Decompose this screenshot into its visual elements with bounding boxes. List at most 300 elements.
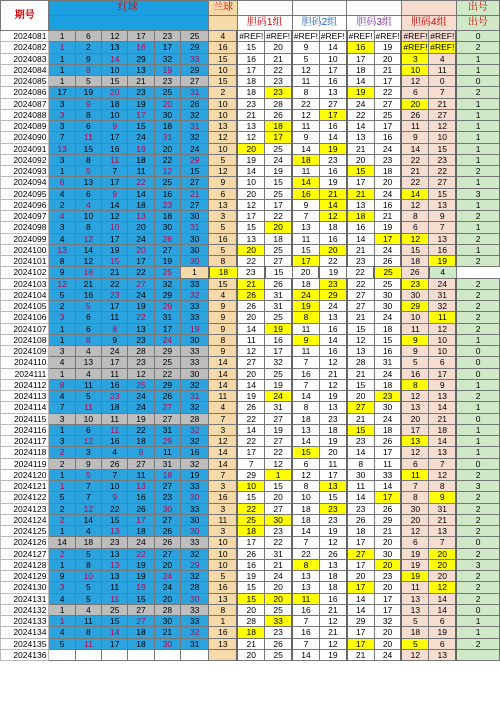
group-2-cell: 12	[319, 616, 346, 627]
out-count-cell: 1	[456, 627, 499, 638]
group-4-cell: 5	[401, 616, 428, 627]
group-1-cell: 25	[265, 649, 292, 660]
group-4-cell: 12	[429, 469, 456, 480]
table-row	[1, 211, 500, 222]
group-3-cell: 18	[347, 526, 374, 537]
red-ball-cell: 29	[180, 559, 208, 570]
red-ball-cell: 23	[102, 289, 128, 300]
period-cell: 2024122	[1, 492, 49, 503]
group-2-cell: 16	[292, 627, 319, 638]
red-ball-cell: 22	[128, 177, 154, 188]
blue-ball-cell: 16	[209, 627, 237, 638]
group-1-cell: 28	[265, 98, 292, 109]
red-ball-cell: 20	[128, 244, 154, 255]
group-3-cell: 30	[374, 301, 401, 312]
group-1-cell: 27	[265, 413, 292, 424]
group-1-cell: 12	[237, 132, 264, 143]
period-cell: 2024113	[1, 391, 49, 402]
group-2-cell: 10	[319, 53, 346, 64]
group-1-cell: 22	[265, 537, 292, 548]
group-4-cell: 7	[429, 537, 456, 548]
blue-ball-cell: 7	[209, 413, 237, 424]
red-ball-cell: 29	[154, 379, 180, 390]
period-cell: 2024128	[1, 559, 49, 570]
table-row	[1, 436, 500, 447]
period-cell: 2024090	[1, 132, 49, 143]
group-2-cell: 20	[319, 244, 346, 255]
group-1-cell: 26	[237, 548, 264, 559]
blue-ball-cell: 13	[209, 593, 237, 604]
group-1-cell: 19	[237, 154, 264, 165]
red-ball-cell: 3	[49, 222, 75, 233]
out-count-cell: 1	[456, 379, 499, 390]
red-ball-cell: 17	[154, 42, 180, 53]
period-cell: 2024118	[1, 447, 49, 458]
group-4-cell: 13	[429, 447, 456, 458]
red-ball-cell: 32	[180, 289, 208, 300]
group-4-cell: 13	[429, 649, 456, 660]
group-1-cell: 10	[237, 177, 264, 188]
group-3-cell: 24	[374, 244, 401, 255]
group-1-cell: 22	[265, 64, 292, 75]
period-cell: 2024130	[1, 582, 49, 593]
group-4-cell: 13	[429, 233, 456, 244]
red-ball-cell: 5	[75, 76, 101, 87]
table-row	[1, 76, 500, 87]
group-4-cell: 16	[401, 368, 428, 379]
red-ball-cell: 13	[128, 64, 154, 75]
red-ball-cell: 10	[102, 64, 128, 75]
group-4-cell: 10	[401, 64, 428, 75]
group-1-cell: 21	[265, 559, 292, 570]
red-ball-cell: 18	[128, 526, 154, 537]
group-2-cell: 14	[292, 436, 319, 447]
red-ball-cell: 29	[180, 42, 208, 53]
red-ball-cell: 17	[102, 132, 128, 143]
out-count-cell: 1	[456, 143, 499, 154]
group-4-cell: 21	[401, 166, 428, 177]
red-ball-cell: 1	[49, 368, 75, 379]
group-4-cell: 19	[429, 627, 456, 638]
group-2-cell: 11	[292, 166, 319, 177]
group-2-cell: 13	[292, 582, 319, 593]
blue-ball-cell: 5	[209, 154, 237, 165]
group-4-cell: 21	[429, 413, 456, 424]
group-1-cell: 15	[265, 481, 292, 492]
group-4-cell: 20	[429, 559, 456, 570]
red-ball-cell: 32	[180, 402, 208, 413]
group-3-cell: 20	[374, 559, 401, 570]
group-3-cell: 19	[319, 267, 346, 278]
group-2-cell: 18	[319, 424, 346, 435]
group-3-cell: 13	[347, 346, 374, 357]
blue-ball-cell: 12	[209, 436, 237, 447]
period-cell: 2024089	[1, 121, 49, 132]
out-count-cell: 0	[456, 537, 499, 548]
group-1-cell: 20	[265, 42, 292, 53]
red-ball-cell: 5	[75, 593, 101, 604]
period-cell: 2024107	[1, 323, 49, 334]
out-count-cell: 0	[456, 368, 499, 379]
out-count-cell: 2	[456, 514, 499, 525]
red-ball-cell: 3	[75, 447, 101, 458]
group-4-cell: 14	[429, 402, 456, 413]
period-cell: 2024087	[1, 98, 49, 109]
red-ball-cell: 11	[102, 312, 128, 323]
blue-ball-cell: 4	[209, 402, 237, 413]
blue-ball-cell: 11	[209, 391, 237, 402]
out-count-cell: 3	[456, 481, 499, 492]
group-2-cell: 13	[319, 312, 346, 323]
red-ball-cell: 14	[102, 53, 128, 64]
blue-ball-cell: 10	[209, 143, 237, 154]
group-1-cell: 27	[265, 436, 292, 447]
group-2-cell: 16	[319, 323, 346, 334]
red-ball-cell: 17	[49, 87, 75, 98]
blue-ball-cell: 8	[209, 256, 237, 267]
group-2-cell: 12	[292, 469, 319, 480]
red-ball-cell: 33	[180, 604, 208, 615]
red-ball-cell: 1	[49, 424, 75, 435]
group-2-cell: 18	[319, 582, 346, 593]
red-ball-cell: 33	[180, 537, 208, 548]
red-ball-cell: 23	[128, 334, 154, 345]
group-2-cell: 7	[292, 616, 319, 627]
group-2-cell: 12	[319, 638, 346, 649]
red-ball-cell: 13	[102, 548, 128, 559]
group-4-cell: 20	[429, 548, 456, 559]
red-ball-cell: 24	[180, 143, 208, 154]
group-4-cell: 25	[374, 267, 401, 278]
red-ball-cell: 23	[128, 357, 154, 368]
red-ball-cell: 30	[180, 256, 208, 267]
group-3-cell: 16	[374, 132, 401, 143]
period-cell: 2024131	[1, 593, 49, 604]
blue-ball-cell: 13	[209, 638, 237, 649]
group-4-cell: 15	[429, 143, 456, 154]
red-ball-cell: 21	[180, 188, 208, 199]
group-4-cell: 18	[429, 424, 456, 435]
red-ball-cell: 23	[154, 199, 180, 210]
period-cell: 2024114	[1, 402, 49, 413]
red-ball-cell: 33	[180, 312, 208, 323]
group-1-cell: 25	[265, 312, 292, 323]
group-3-cell: 25	[374, 278, 401, 289]
header-group-2: 胆码2组	[292, 16, 347, 31]
group-4-cell: 9	[401, 334, 428, 345]
red-ball-cell: 31	[180, 121, 208, 132]
group-3-cell: 20	[374, 582, 401, 593]
period-cell: 2024123	[1, 503, 49, 514]
group-3-cell: 24	[374, 649, 401, 660]
blue-ball-cell: 3	[209, 481, 237, 492]
group-1-cell: 20	[237, 188, 264, 199]
red-ball-cell: 18	[128, 199, 154, 210]
red-ball-cell: 17	[128, 256, 154, 267]
group-3-cell: 32	[374, 616, 401, 627]
group-4-cell: 23	[429, 154, 456, 165]
table-row	[1, 154, 500, 165]
group-4-cell: 21	[429, 514, 456, 525]
group-2-cell: 19	[319, 177, 346, 188]
red-ball-cell: 12	[75, 256, 101, 267]
red-ball-cell: 15	[75, 143, 101, 154]
red-ball-cell: 17	[102, 233, 128, 244]
period-cell: 2024112	[1, 379, 49, 390]
blue-ball-cell: 9	[209, 346, 237, 357]
blue-ball-cell: 10	[209, 98, 237, 109]
red-ball-cell: 14	[102, 199, 128, 210]
group-1-cell: 21	[237, 278, 264, 289]
table-row	[1, 166, 500, 177]
group-4-cell: 20	[401, 98, 428, 109]
group-4-cell: 13	[429, 199, 456, 210]
red-ball-cell: 3	[49, 121, 75, 132]
group-4-cell: 22	[429, 166, 456, 177]
red-ball-cell: 33	[180, 346, 208, 357]
blue-ball-cell: 14	[209, 379, 237, 390]
group-2-cell: 19	[319, 391, 346, 402]
group-1-cell: 24	[265, 154, 292, 165]
out-count-cell: 2	[456, 503, 499, 514]
red-ball-cell: 23	[154, 76, 180, 87]
group-2-cell: 7	[292, 357, 319, 368]
red-ball-cell: 1	[49, 616, 75, 627]
red-ball-cell: 1	[49, 53, 75, 64]
red-ball-cell: 27	[128, 616, 154, 627]
red-ball-cell: 5	[75, 469, 101, 480]
group-4-cell: 26	[401, 267, 428, 278]
group-4-cell: 27	[429, 109, 456, 120]
group-2-cell: 21	[319, 368, 346, 379]
group-2-cell: 8	[292, 481, 319, 492]
red-ball-cell: 11	[102, 413, 128, 424]
group-1-cell: 12	[265, 458, 292, 469]
table-row	[1, 109, 500, 120]
group-1-cell: 29	[237, 469, 264, 480]
group-1-cell: 19	[265, 166, 292, 177]
header-group-3: 胆码3组	[347, 16, 402, 31]
red-ball-cell: 27	[154, 413, 180, 424]
group-4-cell: 14	[429, 436, 456, 447]
out-count-cell: 1	[456, 64, 499, 75]
group-4-cell: 13	[401, 436, 428, 447]
group-2-cell: 13	[319, 87, 346, 98]
table-row	[1, 368, 500, 379]
red-ball-cell: 12	[102, 211, 128, 222]
header-row-2	[1, 16, 500, 31]
blue-ball-cell: 3	[209, 503, 237, 514]
group-3-cell: 18	[374, 424, 401, 435]
red-ball-cell: 18	[154, 211, 180, 222]
red-ball-cell	[180, 649, 208, 660]
table-row	[1, 391, 500, 402]
period-cell: 2024085	[1, 76, 49, 87]
group-4-cell: 27	[429, 177, 456, 188]
group-2-cell: 19	[319, 526, 346, 537]
group-1-cell: 17	[265, 132, 292, 143]
table-row	[1, 627, 500, 638]
group-2-cell: 22	[292, 98, 319, 109]
group-3-cell: 25	[374, 109, 401, 120]
red-ball-cell: 13	[49, 143, 75, 154]
table-row	[1, 469, 500, 480]
group-1-cell: 27	[265, 256, 292, 267]
table-row	[1, 53, 500, 64]
period-cell: 2024109	[1, 346, 49, 357]
red-ball-cell: 17	[102, 638, 128, 649]
red-ball-cell: 19	[128, 559, 154, 570]
red-ball-cell: 18	[102, 98, 128, 109]
blue-ball-cell: 3	[209, 211, 237, 222]
group-4-cell: 12	[401, 233, 428, 244]
red-ball-cell: 31	[154, 312, 180, 323]
group-3-cell: 22	[374, 87, 401, 98]
group-2-cell: 9	[292, 199, 319, 210]
group-1-cell: 18	[237, 627, 264, 638]
red-ball-cell: 17	[154, 323, 180, 334]
red-ball-cell: 6	[75, 424, 101, 435]
blue-ball-cell: 5	[209, 571, 237, 582]
red-ball-cell: 11	[102, 154, 128, 165]
table-row	[1, 98, 500, 109]
red-ball-cell: 27	[180, 177, 208, 188]
red-ball-cell: 30	[180, 526, 208, 537]
group-4-cell: 29	[401, 301, 428, 312]
blue-ball-cell: 15	[209, 76, 237, 87]
red-ball-cell: 27	[154, 514, 180, 525]
group-1-cell: 10	[237, 481, 264, 492]
group-2-cell: 14	[292, 143, 319, 154]
group-1-cell: 14	[237, 323, 264, 334]
out-count-cell: 2	[456, 256, 499, 267]
red-ball-cell: 31	[180, 391, 208, 402]
group-3-cell: 13	[347, 199, 374, 210]
group-3-cell: 23	[374, 571, 401, 582]
group-3-cell: 21	[374, 211, 401, 222]
blue-ball-cell	[209, 649, 237, 660]
period-cell: 2024088	[1, 109, 49, 120]
red-ball-cell: 11	[102, 424, 128, 435]
group-2-cell: 8	[292, 87, 319, 98]
group-2-cell: 21	[319, 188, 346, 199]
red-ball-cell: 24	[154, 582, 180, 593]
red-ball-cell: 23	[128, 87, 154, 98]
group-1-cell: 25	[265, 143, 292, 154]
header-out-2: 出号	[456, 16, 499, 31]
group-2-cell: 8	[292, 312, 319, 323]
group-3-cell: 17	[374, 593, 401, 604]
group-3-cell: 17	[374, 447, 401, 458]
blue-ball-cell: 2	[209, 87, 237, 98]
out-count-cell: 0	[456, 31, 499, 42]
red-ball-cell: 1	[49, 31, 75, 42]
header-row-1	[1, 1, 500, 16]
out-count-cell: 2	[456, 289, 499, 300]
group-3-cell: 13	[347, 132, 374, 143]
group-1-cell: 28	[237, 616, 264, 627]
group-2-cell: 13	[319, 559, 346, 570]
red-ball-cell: 4	[75, 604, 101, 615]
group-4-cell: 16	[429, 244, 456, 255]
blue-ball-cell: 10	[209, 537, 237, 548]
group-2-cell: 13	[292, 424, 319, 435]
group-4-cell: 7	[429, 458, 456, 469]
period-cell: 2024108	[1, 334, 49, 345]
red-ball-cell	[75, 649, 101, 660]
group-1-cell: 17	[265, 199, 292, 210]
period-cell: 2024093	[1, 166, 49, 177]
red-ball-cell: 29	[154, 289, 180, 300]
group-3-cell: 30	[374, 548, 401, 559]
red-ball-cell: 10	[102, 222, 128, 233]
red-ball-cell: 16	[75, 289, 101, 300]
group-3-cell: 17	[374, 121, 401, 132]
blue-ball-cell: 10	[209, 109, 237, 120]
red-ball-cell: 31	[180, 638, 208, 649]
red-ball-cell: 2	[49, 301, 75, 312]
red-ball-cell: 32	[180, 627, 208, 638]
group-1-cell: 19	[265, 424, 292, 435]
red-ball-cell: 13	[102, 526, 128, 537]
red-ball-cell: 31	[154, 424, 180, 435]
header-out: 出号	[456, 1, 499, 16]
group-3-cell: 17	[347, 627, 374, 638]
red-ball-cell: 21	[102, 267, 128, 278]
red-ball-cell: 3	[49, 582, 75, 593]
group-4-cell: 7	[401, 481, 428, 492]
period-cell: 2024086	[1, 87, 49, 98]
blue-ball-cell: 5	[209, 222, 237, 233]
group-4-cell: 11	[401, 121, 428, 132]
group-3-cell: 11	[347, 481, 374, 492]
group-2-cell: 17	[292, 256, 319, 267]
red-ball-cell: 22	[128, 312, 154, 323]
table-row	[1, 323, 500, 334]
group-2-cell: 13	[292, 222, 319, 233]
red-ball-cell: 25	[154, 267, 180, 278]
group-4-cell: 12	[401, 526, 428, 537]
group-2-cell: 16	[292, 604, 319, 615]
group-1-cell: 20	[265, 492, 292, 503]
group-4-cell: 23	[401, 278, 428, 289]
group-1-cell: 20	[237, 649, 264, 660]
group-4-cell: #REF!	[430, 42, 455, 53]
group-1-cell: 22	[237, 436, 264, 447]
group-1-cell: 14	[237, 424, 264, 435]
period-cell: 2024135	[1, 638, 49, 649]
group-2-cell: 7	[292, 537, 319, 548]
group-3-cell: 17	[374, 76, 401, 87]
group-2-cell: 16	[319, 166, 346, 177]
out-count-cell: 1	[456, 154, 499, 165]
out-count-cell: 2	[456, 469, 499, 480]
red-ball-cell: 27	[128, 458, 154, 469]
group-4-cell: 22	[401, 177, 428, 188]
group-4-cell: 12	[429, 323, 456, 334]
group-2-cell: 18	[292, 278, 319, 289]
out-count-cell: 3	[456, 188, 499, 199]
red-ball-cell: 13	[128, 211, 154, 222]
blue-ball-cell: 12	[209, 166, 237, 177]
out-count-cell: 2	[456, 638, 499, 649]
blue-ball-cell: 12	[209, 132, 237, 143]
red-ball-cell: 27	[154, 481, 180, 492]
period-cell: 2024102	[1, 267, 49, 278]
group-4-cell: 13	[401, 593, 428, 604]
period-cell: 2024095	[1, 188, 49, 199]
period-cell: 2024082	[1, 42, 49, 53]
